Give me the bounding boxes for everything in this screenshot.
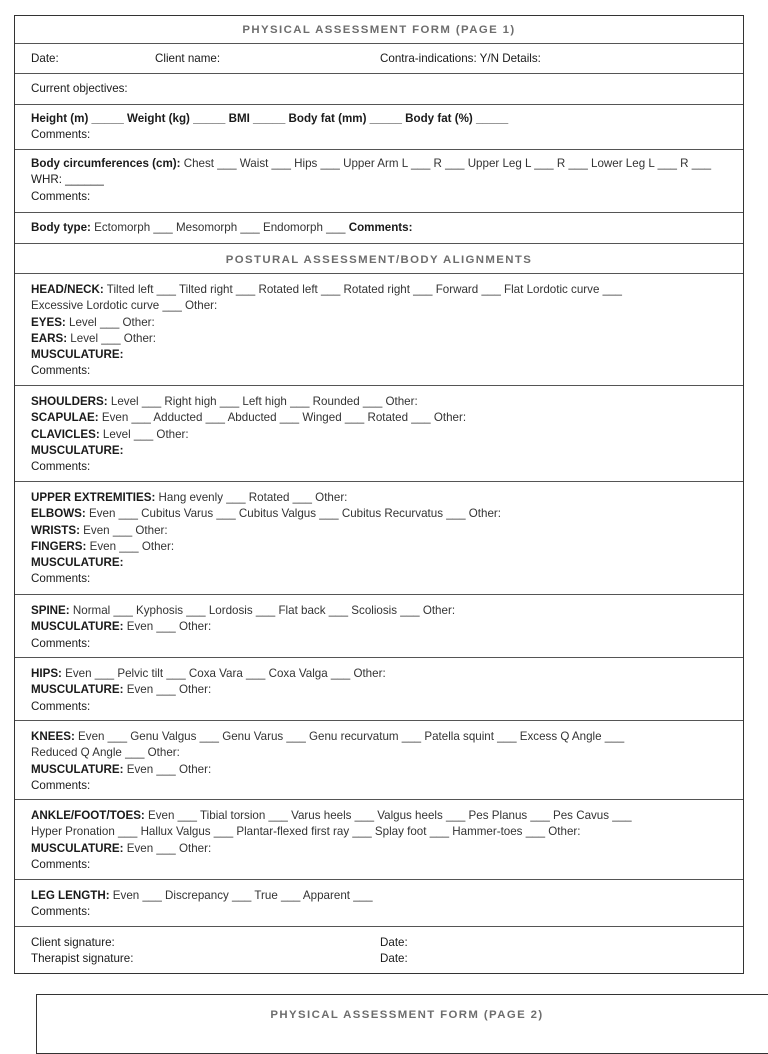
row-objectives (15, 74, 743, 105)
client-date-label: Date: (380, 936, 408, 950)
section-hips (15, 658, 743, 721)
head-neck-label: HEAD/NECK: (31, 283, 104, 297)
comments-label: Comments: (31, 364, 91, 378)
measurements-line: Height (m) _____ Weight (kg) _____ BMI _____ Body fat (mm) _____ Body fat (%) _____ (31, 112, 509, 126)
form-title-page2: PHYSICAL ASSESSMENT FORM (PAGE 2) (270, 1009, 544, 1021)
ankle-foot-toes-options: Even ___ Tibial torsion ___ Varus heels ___ Valgus heels ___ Pes Planus ___ Pes Cavus ___ (144, 809, 632, 823)
musculature-label: MUSCULATURE: (31, 762, 124, 776)
clavicles-label: CLAVICLES: (31, 427, 100, 441)
musculature-options: Even ___ Other: (123, 762, 212, 776)
section-leg-length (15, 880, 743, 927)
musculature-options: Even ___ Other: (123, 620, 212, 634)
section-spine (15, 595, 743, 658)
clavicles-options: Level ___ Other: (99, 427, 189, 441)
eyes-label: EYES: (31, 315, 66, 329)
upper-extremities-options: Hang evenly ___ Rotated ___ Other: (155, 491, 348, 505)
musculature-options: Even ___ Other: (123, 683, 212, 697)
comments-label: Comments: (31, 189, 91, 203)
date-label: Date: (31, 52, 59, 66)
fingers-options: Even ___ Other: (86, 539, 175, 553)
knees-options: Even ___ Genu Valgus ___ Genu Varus ___ Genu recurvatum ___ Patella squint ___ Excess Q Angle ___ (74, 730, 625, 744)
client-name-label: Client name: (155, 52, 221, 66)
row-measurements (15, 105, 743, 150)
scapulae-options: Even ___ Adducted ___ Abducted ___ Winged ___ Rotated ___ Other: (98, 411, 467, 425)
spine-options: Normal ___ Kyphosis ___ Lordosis ___ Flat back ___ Scoliosis ___ Other: (69, 604, 456, 618)
circumferences-label: Body circumferences (cm): (31, 157, 181, 171)
knees-options-cont: Reduced Q Angle ___ Other: (31, 746, 180, 760)
scapulae-label: SCAPULAE: (31, 411, 99, 425)
section-head-neck (15, 274, 743, 386)
wrists-label: WRISTS: (31, 523, 80, 537)
comments-label: Comments: (31, 128, 91, 142)
elbows-label: ELBOWS: (31, 507, 86, 521)
comments-label: Comments: (31, 636, 91, 650)
ears-options: Level ___ Other: (67, 331, 157, 345)
musculature-label: MUSCULATURE: (31, 443, 124, 457)
objectives-label: Current objectives: (31, 82, 128, 96)
comments-label: Comments: (31, 460, 91, 474)
fingers-label: FINGERS: (31, 539, 87, 553)
body-type-values: Ectomorph ___ Mesomorph ___ Endomorph ___ (90, 221, 349, 235)
wrists-options: Even ___ Other: (79, 523, 168, 537)
elbows-options: Even ___ Cubitus Varus ___ Cubitus Valgus ___ Cubitus Recurvatus ___ Other: (85, 507, 502, 521)
head-neck-options: Tilted left ___ Tilted right ___ Rotated left ___ Rotated right ___ Forward ___ Flat Lordotic curve ___ (103, 283, 622, 297)
knees-label: KNEES: (31, 730, 75, 744)
form-title: PHYSICAL ASSESSMENT FORM (PAGE 1) (15, 16, 743, 44)
leg-length-options: Even ___ Discrepancy ___ True ___ Apparent ___ (109, 889, 373, 903)
musculature-label: MUSCULATURE: (31, 620, 124, 634)
musculature-label: MUSCULATURE: (31, 841, 124, 855)
row-body-type (15, 213, 743, 244)
musculature-label: MUSCULATURE: (31, 683, 124, 697)
ears-label: EARS: (31, 331, 68, 345)
body-type-label: Body type: (31, 221, 91, 235)
upper-extremities-label: UPPER EXTREMITIES: (31, 491, 156, 505)
ankle-foot-toes-options-cont: Hyper Pronation ___ Hallux Valgus ___ Plantar-flexed first ray ___ Splay foot ___ Hammer-toes ___ Other: (31, 825, 581, 839)
assessment-form-page2 (36, 994, 768, 1054)
therapist-date-label: Date: (380, 952, 408, 966)
head-neck-options-cont: Excessive Lordotic curve ___ Other: (31, 299, 218, 313)
section-ankle-foot-toes (15, 800, 743, 880)
comments-label: Comments: (31, 905, 91, 919)
comments-label: Comments: (31, 572, 91, 586)
musculature-options: Even ___ Other: (123, 841, 212, 855)
whr-label: WHR: ______ (31, 173, 104, 187)
hips-label: HIPS: (31, 667, 62, 681)
circumferences-values: Chest ___ Waist ___ Hips ___ Upper Arm L ___ R ___ Upper Leg L ___ R ___ Lower Leg L ___ R ___ (180, 157, 712, 171)
shoulders-label: SHOULDERS: (31, 395, 108, 409)
shoulders-options: Level ___ Right high ___ Left high ___ Rounded ___ Other: (107, 395, 418, 409)
therapist-signature-label: Therapist signature: (31, 952, 134, 966)
comments-label: Comments: (31, 857, 91, 871)
row-date-client (15, 44, 743, 74)
section-signatures (15, 927, 743, 973)
section-upper-extremities (15, 482, 743, 595)
hips-options: Even ___ Pelvic tilt ___ Coxa Vara ___ Coxa Valga ___ Other: (61, 667, 386, 681)
assessment-form-page1 (14, 15, 744, 974)
row-circumferences (15, 150, 743, 213)
postural-section-title: POSTURAL ASSESSMENT/BODY ALIGNMENTS (15, 244, 743, 274)
leg-length-label: LEG LENGTH: (31, 889, 110, 903)
client-signature-label: Client signature: (31, 936, 115, 950)
spine-label: SPINE: (31, 604, 70, 618)
ankle-foot-toes-label: ANKLE/FOOT/TOES: (31, 809, 145, 823)
musculature-label: MUSCULATURE: (31, 556, 124, 570)
eyes-options: Level ___ Other: (65, 315, 155, 329)
musculature-label: MUSCULATURE: (31, 348, 124, 362)
comments-label: Comments: (31, 699, 91, 713)
comments-label: Comments: (31, 778, 91, 792)
contra-indications-label: Contra-indications: Y/N Details: (380, 52, 541, 66)
comments-label: Comments: (348, 221, 413, 235)
section-knees (15, 721, 743, 800)
section-shoulders (15, 386, 743, 482)
